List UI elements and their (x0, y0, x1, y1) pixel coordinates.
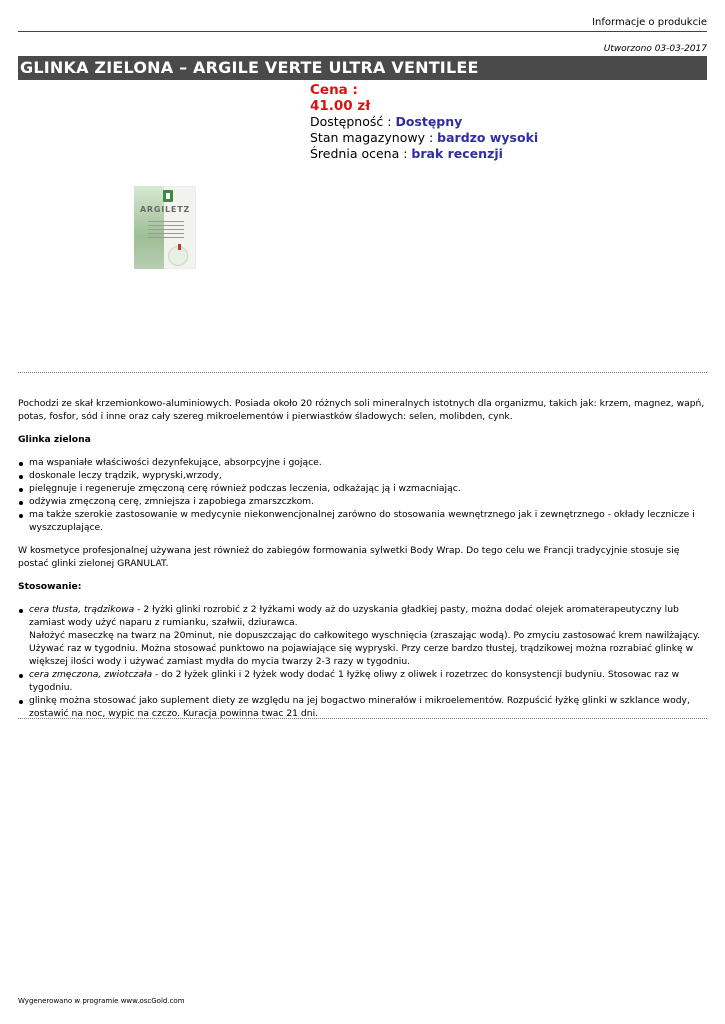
divider-top (18, 372, 707, 373)
section-title-usage: Stosowanie: (18, 581, 82, 592)
usage-lead: cera zmęczona, zwiotczała (29, 669, 153, 680)
usage-text-continued: Nałożyć maseczkę na twarz na 20minut, nie dopuszczając do całkowitego wyschnięcia (zraszając wodą). Po zmyciu zastosować krem nawilżający. Używać raz w tygodniu. Można stosować punktowo na pojawiające się wypryski. Przy cerze bardzo tłustej, trądzikowej można rozrabiać glinkę w większej ilości wody i używać zamiast mydła do mycia twarzy 2-3 razy w tygodniu. (29, 630, 700, 667)
product-info (310, 82, 538, 162)
product-description (18, 397, 707, 720)
stock-value: bardzo wysoki (437, 130, 539, 145)
price-value: 41.00 zł (310, 98, 371, 114)
brand-logo-icon (163, 190, 173, 202)
rating-row (310, 146, 538, 162)
section-title-glinka: Glinka zielona (18, 434, 91, 445)
usage-item-tired-skin (29, 668, 707, 694)
availability-row (310, 114, 538, 130)
list-item: doskonale leczy trądzik, wypryski,wrzody, (29, 469, 707, 482)
availability-value: Dostępny (395, 114, 463, 129)
product-image-brand: ARGILETZ (139, 205, 191, 214)
usage-item-oily-skin (29, 603, 707, 668)
header-divider (18, 31, 707, 32)
header-title: Informacje o produkcie (592, 17, 707, 28)
usage-item-supplement (29, 694, 707, 720)
list-item: odżywia zmęczoną cerę, zmniejsza i zapobiega zmarszczkom. (29, 495, 707, 508)
stock-row (310, 130, 538, 146)
availability-label: Dostępność : (310, 114, 392, 129)
product-image[interactable] (134, 186, 196, 269)
product-title: GLINKA ZIELONA – ARGILE VERTE ULTRA VENTILEE (18, 56, 707, 80)
rating-value: brak recenzji (411, 146, 503, 161)
list-item: pielęgnuje i regeneruje zmęczoną cerę również podczas leczenia, odkażając ją i wzmacniając. (29, 482, 707, 495)
usage-lead: cera tłusta, trądzikowa (29, 604, 135, 615)
list-item: ma wspaniałe właściwości dezynfekujące, absorpcyjne i gojące. (29, 456, 707, 469)
body-wrap-paragraph: W kosmetyce profesjonalnej używana jest również do zabiegów formowania sylwetki Body Wrap. Do tego celu we Francji tradycyjnie stosuje się postać glinki zielonej GRANULAT. (18, 545, 680, 569)
usage-list (18, 603, 707, 720)
product-image-text-lines (148, 221, 184, 241)
divider-bottom (18, 718, 707, 719)
usage-text: glinkę można stosować jako suplement diety ze względu na jej bogactwo minerałów i mikroelementów. Rozpuścić łyżkę glinki w szklance wody, zostawić na noc, wypic na czczo. Kuracja powinna twac 21 dni. (29, 695, 690, 719)
stock-label: Stan magazynowy : (310, 130, 434, 145)
usage-text: - do 2 łyżek glinki i 2 łyżek wody dodać 1 łyżkę oliwy z oliwek i rozetrzec do konsystencji budyniu. Stosowac raz w tygodniu. (29, 669, 680, 693)
intro-paragraph: Pochodzi ze skał krzemionkowo-aluminiowych. Posiada około 20 różnych soli mineralnych istotnych dla organizmu, takich jak: krzem, magnez, wapń, potas, fosfor, sód i inne oraz cały szereg mikroelementów i pierwiastków śladowych: selen, molibden, cynk. (18, 398, 705, 422)
list-item: ma także szerokie zastosowanie w medycynie niekonwencjonalnej zarówno do stosowania wewnętrznego jak i zewnętrznego - okłady lecznicze i wyszczuplające. (29, 508, 707, 534)
product-image-red-mark (178, 244, 181, 250)
created-date: Utworzono 03-03-2017 (603, 44, 707, 54)
rating-label: Średnia ocena : (310, 146, 408, 161)
price-label: Cena : (310, 82, 358, 98)
footer-generator: Wygenerowano w programie www.oscGold.com (18, 997, 185, 1005)
usage-text: - 2 łyżki glinki rozrobić z 2 łyżkami wody aż do uzyskania gładkiej pasty, można dodać olejek aromaterapeutyczny lub zamiast wody użyć naparu z rumianku, szałwii, dziurawca. (29, 604, 679, 628)
properties-list (18, 456, 707, 534)
